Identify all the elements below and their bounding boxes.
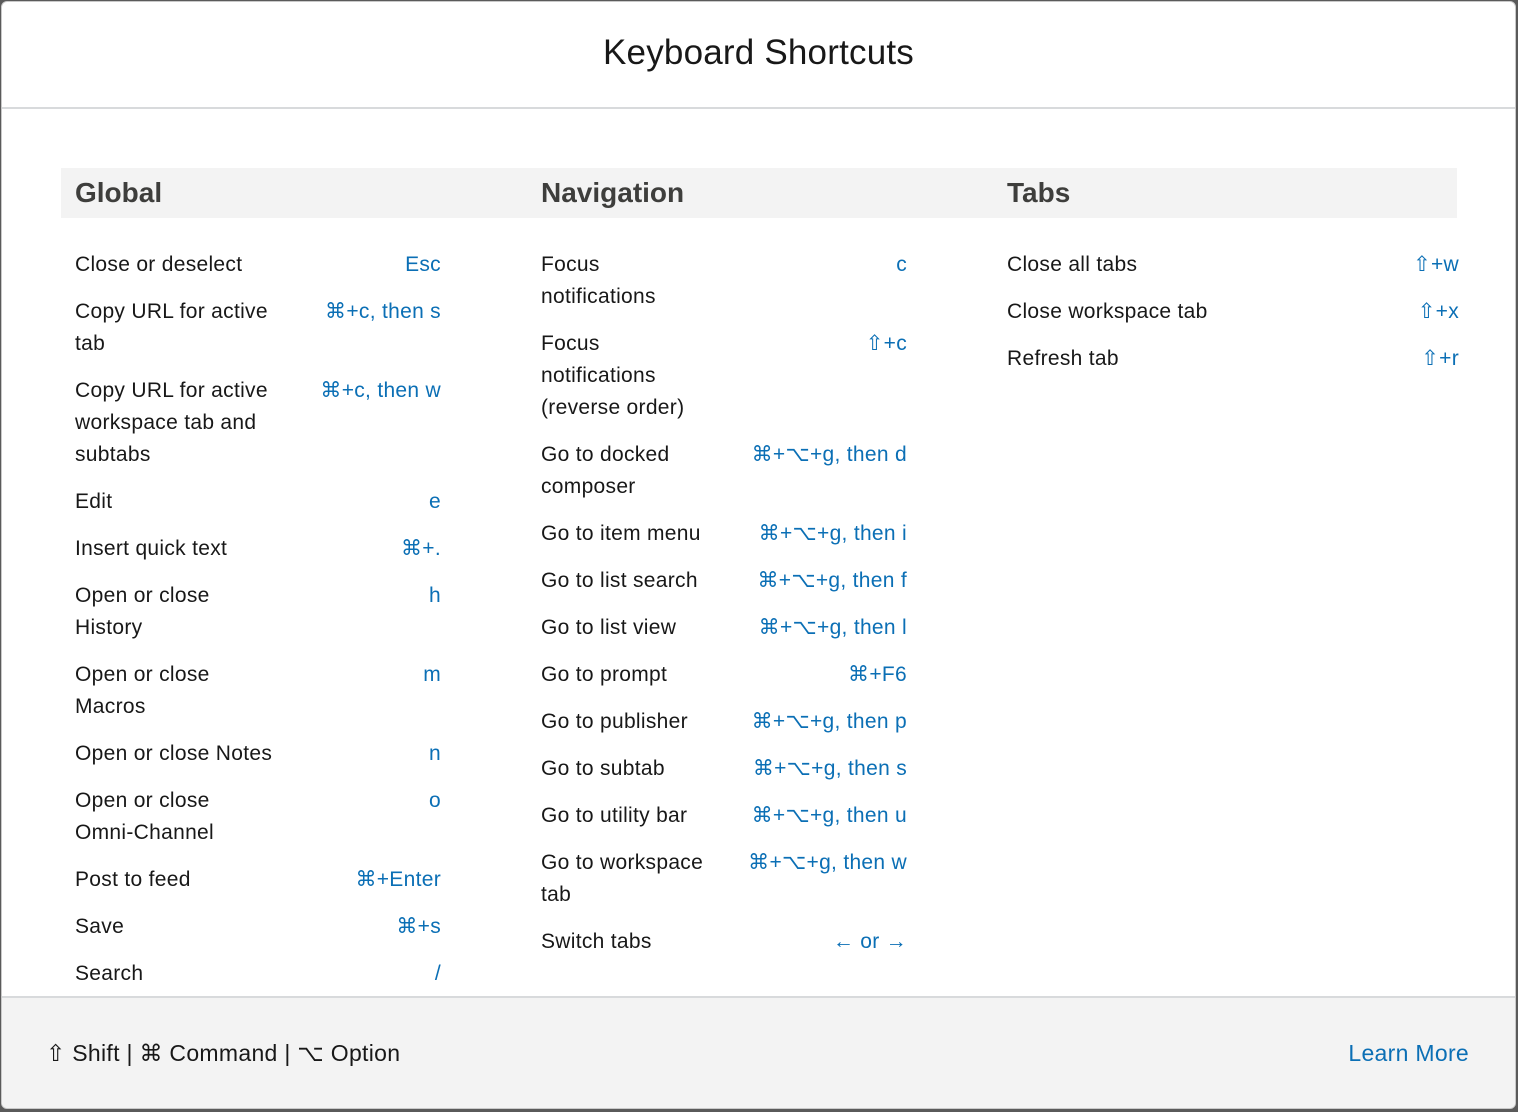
shortcut-label: Switch tabs bbox=[541, 930, 652, 953]
shortcut-key: Esc bbox=[405, 253, 441, 276]
shortcut-key: ⌘+⌥+g, then s bbox=[752, 757, 907, 780]
shortcut-key: ⌘+⌥+g, then u bbox=[751, 804, 907, 827]
shortcut-key: ← or → bbox=[832, 930, 907, 953]
shortcut-key: ⌘+c, then s bbox=[325, 300, 441, 323]
navigation-section bbox=[527, 168, 907, 973]
shortcut-row bbox=[541, 518, 907, 550]
shortcut-row bbox=[541, 612, 907, 644]
shortcut-row bbox=[75, 375, 441, 471]
tabs-section bbox=[993, 168, 1459, 390]
shortcut-key: e bbox=[429, 490, 441, 513]
global-shortcut-list bbox=[61, 249, 441, 990]
shortcut-row bbox=[541, 800, 907, 832]
shortcut-label: Edit bbox=[75, 490, 113, 513]
shortcut-key: ⌘+⌥+g, then i bbox=[758, 522, 907, 545]
shortcut-label: Open or close Notes bbox=[75, 742, 273, 765]
shortcut-key: m bbox=[423, 663, 441, 686]
shortcut-label: Copy URL for active workspace tab and subtabs bbox=[75, 379, 268, 466]
shortcut-row bbox=[541, 328, 907, 424]
shortcut-key: ⌘+c, then w bbox=[320, 379, 441, 402]
modifier-key-legend: ⇧ Shift | ⌘ Command | ⌥ Option bbox=[46, 1039, 401, 1066]
shortcut-key: / bbox=[434, 962, 441, 985]
shortcut-label: Go to prompt bbox=[541, 663, 668, 686]
shortcut-row bbox=[75, 533, 441, 565]
shortcut-label: Search bbox=[75, 962, 144, 985]
shortcut-key: ⌘+⌥+g, then d bbox=[751, 443, 907, 466]
shortcut-row bbox=[75, 738, 441, 770]
shortcut-key: ⌘+⌥+g, then p bbox=[751, 710, 907, 733]
shortcut-row bbox=[541, 565, 907, 597]
shortcut-label: Focus notifications bbox=[541, 253, 656, 308]
shortcut-key: n bbox=[429, 742, 441, 765]
shortcut-label: Post to feed bbox=[75, 868, 191, 891]
shortcut-label: Insert quick text bbox=[75, 537, 228, 560]
shortcut-key: ⇧+r bbox=[1421, 347, 1459, 370]
navigation-heading: Navigation bbox=[541, 177, 685, 208]
shortcut-row bbox=[541, 926, 907, 958]
shortcut-key: c bbox=[896, 253, 907, 276]
shortcut-label: Go to docked composer bbox=[541, 443, 670, 498]
modal-footer bbox=[2, 996, 1515, 1108]
shortcut-label: Open or close Omni-Channel bbox=[75, 789, 214, 844]
shortcut-row bbox=[541, 439, 907, 503]
shortcut-label: Go to utility bar bbox=[541, 804, 688, 827]
shortcut-row bbox=[75, 486, 441, 518]
shortcut-key: ⌘+Enter bbox=[355, 868, 441, 891]
shortcut-row bbox=[75, 580, 441, 644]
shortcut-label: Go to publisher bbox=[541, 710, 688, 733]
shortcut-key: ⌘+. bbox=[401, 537, 441, 560]
shortcut-label: Close workspace tab bbox=[1007, 300, 1208, 323]
shortcut-label: Go to item menu bbox=[541, 522, 701, 545]
shortcut-row bbox=[75, 249, 441, 281]
shortcut-row bbox=[75, 296, 441, 360]
modal-header bbox=[2, 2, 1515, 109]
shortcut-label: Copy URL for active tab bbox=[75, 300, 268, 355]
shortcut-key: ⌘+s bbox=[396, 915, 441, 938]
shortcut-key: ⇧+w bbox=[1413, 253, 1459, 276]
shortcut-key: o bbox=[429, 789, 441, 812]
global-section bbox=[61, 168, 441, 1005]
modal-title: Keyboard Shortcuts bbox=[603, 32, 914, 72]
tabs-shortcut-list bbox=[993, 249, 1459, 375]
shortcut-row bbox=[1007, 296, 1459, 328]
shortcut-key: ⌘+⌥+g, then l bbox=[758, 616, 907, 639]
shortcut-label: Close or deselect bbox=[75, 253, 243, 276]
shortcut-row bbox=[541, 659, 907, 691]
shortcut-row bbox=[75, 659, 441, 723]
shortcut-label: Refresh tab bbox=[1007, 347, 1119, 370]
shortcut-row bbox=[75, 911, 441, 943]
keyboard-shortcuts-modal bbox=[1, 1, 1516, 1109]
navigation-shortcut-list bbox=[527, 249, 907, 958]
global-heading: Global bbox=[75, 177, 163, 208]
shortcut-row bbox=[75, 864, 441, 896]
shortcut-label: Focus notifications (reverse order) bbox=[541, 332, 685, 419]
learn-more-link[interactable]: Learn More bbox=[1348, 1039, 1469, 1066]
shortcut-key: ⌘+F6 bbox=[848, 663, 907, 686]
shortcut-label: Go to list search bbox=[541, 569, 698, 592]
shortcut-key: ⇧+x bbox=[1417, 300, 1459, 323]
shortcut-label: Go to workspace tab bbox=[541, 851, 704, 906]
shortcut-row bbox=[1007, 249, 1459, 281]
shortcut-row bbox=[1007, 343, 1459, 375]
shortcut-label: Open or close Macros bbox=[75, 663, 210, 718]
shortcut-key: ⌘+⌥+g, then f bbox=[757, 569, 907, 592]
shortcut-row bbox=[541, 249, 907, 313]
shortcut-label: Go to list view bbox=[541, 616, 677, 639]
shortcut-key: ⇧+c bbox=[865, 332, 907, 355]
shortcut-label: Open or close History bbox=[75, 584, 210, 639]
shortcut-label: Save bbox=[75, 915, 125, 938]
shortcut-key: ⌘+⌥+g, then w bbox=[748, 851, 907, 874]
shortcut-key: h bbox=[429, 584, 441, 607]
shortcut-row bbox=[541, 847, 907, 911]
shortcut-row bbox=[541, 753, 907, 785]
shortcut-row bbox=[75, 958, 441, 990]
shortcut-row bbox=[75, 785, 441, 849]
shortcut-row bbox=[541, 706, 907, 738]
shortcut-label: Go to subtab bbox=[541, 757, 665, 780]
shortcut-label: Close all tabs bbox=[1007, 253, 1138, 276]
tabs-heading: Tabs bbox=[1007, 177, 1071, 208]
